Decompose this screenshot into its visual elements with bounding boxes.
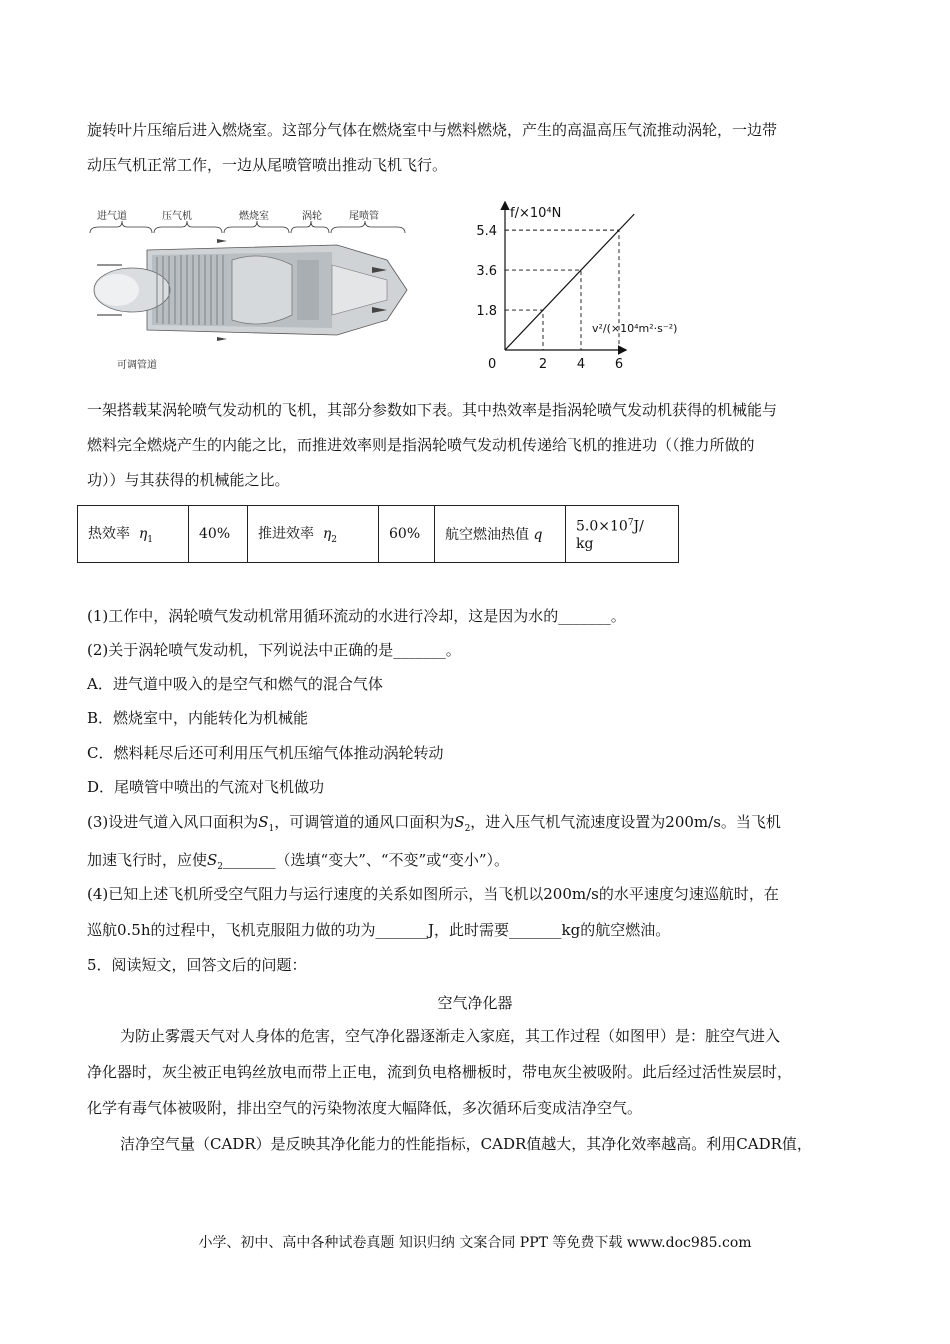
- question-3-line-1: (3)设进气道入风口面积为$S_1$，可调管道的通风口面积为$S_2$，进入压气机气流速度设置为200m/s。当飞机: [87, 813, 781, 834]
- question-4-line-1: (4)已知上述飞机所受空气阻力与运行速度的关系如图所示，当飞机以200m/s的水平速度匀速巡航时，在: [87, 885, 779, 903]
- engine-label-turbine: 涡轮: [302, 211, 322, 222]
- y-tick-5.4: 5.4: [476, 224, 497, 240]
- x-tick-4: 4: [576, 357, 586, 372]
- x-axis-label: v²/(×10⁴m²·s⁻²): [592, 322, 678, 335]
- y-tick-3.6: 3.6: [476, 264, 497, 280]
- engine-label-combustor: 燃烧室: [239, 211, 269, 222]
- origin-label: 0: [488, 357, 497, 372]
- cell-propulsion-efficiency-value: 60%: [379, 506, 435, 563]
- y-axis-label: f/×10⁴N: [510, 206, 562, 221]
- article-title: 空气净化器: [437, 994, 513, 1012]
- article-p1-line-1: 为防止雾震天气对人身体的危害，空气净化器逐渐走入家庭，其工作过程（如图甲）是：脏空气进入: [120, 1027, 781, 1045]
- cell-fuel-heat-value: 航空燃油热值 q: [435, 506, 566, 563]
- option-a: A．进气道中吸入的是空气和燃气的混合气体: [87, 675, 383, 693]
- question-3-line-2: 加速飞行时，应使$S_2\_\_\_\_\_\_\_$（选填“变大”、“不变”或“变小”）。: [87, 851, 510, 872]
- x-tick-2: 2: [538, 357, 548, 372]
- article-p1-line-2: 净化器时，灰尘被正电钨丝放电而带上正电，流到负电格栅板时，带电灰尘被吸附。此后经过活性炭层时，: [87, 1063, 793, 1081]
- y-tick-1.8: 1.8: [476, 304, 497, 320]
- table-row: [78, 506, 679, 563]
- article-p1-line-3: 化学有毒气体被吸附，排出空气的污染物浓度大幅降低，多次循环后变成洁净空气。: [87, 1099, 643, 1117]
- engine-label-nozzle: 尾喷管: [349, 211, 379, 222]
- question-2: (2)关于涡轮喷气发动机，下列说法中正确的是_______。: [87, 641, 461, 659]
- parameter-table: [77, 505, 679, 563]
- cell-fuel-heat-value-number: $5.0\times 10^7J/$ kg: [566, 506, 679, 563]
- article-p2-line-1: 洁净空气量（CADR）是反映其净化能力的性能指标，CADR值越大，其净化效率越高。利用CADR值，: [120, 1135, 812, 1153]
- cell-thermal-efficiency-value: 40%: [189, 506, 248, 563]
- engine-label-adjustable-duct: 可调管道: [117, 360, 157, 371]
- engine-label-intake: 进气道: [97, 211, 127, 222]
- option-c: C．燃料耗尽后还可利用压气机压缩气体推动涡轮转动: [87, 744, 444, 762]
- engine-body: [94, 245, 407, 335]
- question-4-line-2: 巡航0.5h的过程中，飞机克服阻力做的功为_______J，此时需要_______kg的航空燃油。: [87, 921, 671, 939]
- turbojet-engine-diagram: [87, 205, 412, 375]
- engine-brackets: [90, 221, 405, 233]
- page-footer: 小学、初中、高中各种试卷真题 知识归纳 文案合同 PPT 等免费下载 www.doc985.com: [198, 1235, 752, 1251]
- para2-line-1: 一架搭载某涡轮喷气发动机的飞机，其部分参数如下表。其中热效率是指涡轮喷气发动机获得的机械能与: [87, 401, 778, 419]
- para2-line-2: 燃料完全燃烧产生的内能之比，而推进效率则是指涡轮喷气发动机传递给飞机的推进功（（推力所做的: [87, 436, 755, 454]
- cell-propulsion-efficiency: 推进效率 $\eta_2$: [248, 506, 379, 563]
- cell-thermal-efficiency: 热效率 $\eta_1$: [78, 506, 189, 563]
- question-5: 5．阅读短文，回答文后的问题：: [87, 956, 307, 974]
- option-b: B．燃烧室中，内能转化为机械能: [87, 709, 309, 727]
- x-tick-6: 6: [614, 357, 624, 372]
- intro-line-1: 旋转叶片压缩后进入燃烧室。这部分气体在燃烧室中与燃料燃烧，产生的高温高压气流推动涡轮，一边带: [87, 121, 778, 139]
- para2-line-3: 功））与其获得的机械能之比。: [87, 471, 290, 489]
- engine-label-compressor: 压气机: [162, 211, 192, 222]
- resistance-velocity-graph: [470, 195, 700, 380]
- option-d: D．尾喷管中喷出的气流对飞机做功: [87, 778, 325, 796]
- intro-line-2: 动压气机正常工作，一边从尾喷管喷出推动飞机飞行。: [87, 156, 448, 174]
- question-1: (1)工作中，涡轮喷气发动机常用循环流动的水进行冷却，这是因为水的_______。: [87, 607, 626, 625]
